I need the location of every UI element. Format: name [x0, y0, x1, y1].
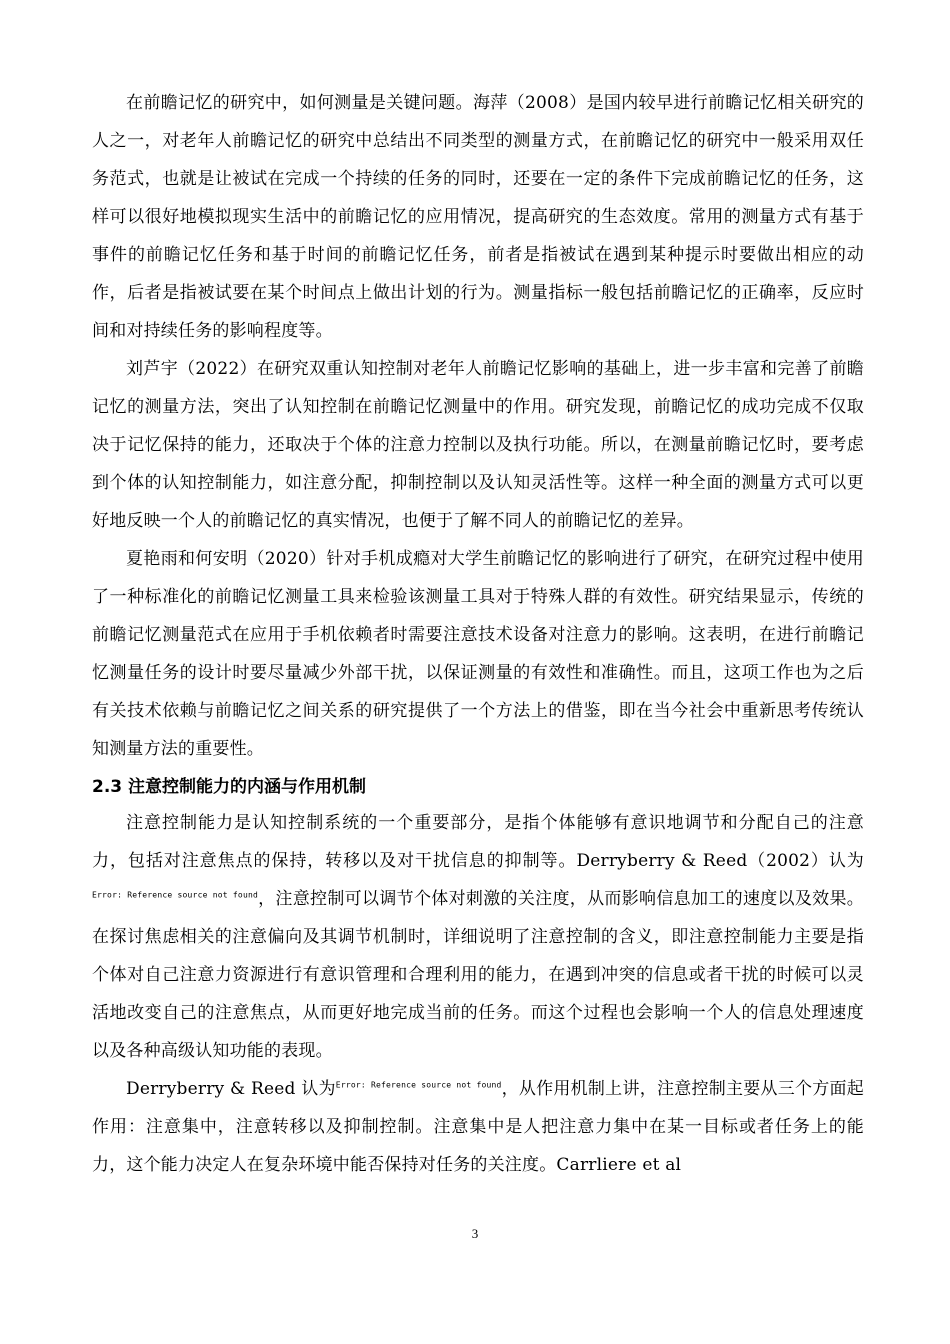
- paragraph-attention-control-definition: [92, 804, 864, 1070]
- reference-error: Error: Reference source not found: [335, 1080, 502, 1090]
- paragraph-liu-2022: 刘芦宇（2022）在研究双重认知控制对老年人前瞻记忆影响的基础上，进一步丰富和完善了前瞻记忆的测量方法，突出了认知控制在前瞻记忆测量中的作用。研究发现，前瞻记忆的成功完成不仅取决于记忆保持的能力，还取决于个体的注意力控制以及执行功能。所以，在测量前瞻记忆时，要考虑到个体的认知控制能力，如注意分配，抑制控制以及认知灵活性等。这样一种全面的测量方式可以更好地反映一个人的前瞻记忆的真实情况，也便于了解不同人的前瞻记忆的差异。: [92, 359, 864, 531]
- text-segment: Derryberry & Reed 认为: [126, 1079, 336, 1099]
- text-segment: ，注意控制可以调节个体对刺激的关注度，从而影响信息加工的速度以及效果。在探讨焦虑相关的注意偏向及其调节机制时，详细说明了注意控制的含义，即注意控制能力主要是指个体对自己注意力资源进行有意识管理和合理利用的能力，在遇到冲突的信息或者干扰的时候可以灵活地改变自己的注意焦点，从而更好地完成当前的任务。而这个过程也会影响一个人的信息处理速度以及各种高级认知功能的表现。: [92, 889, 864, 1061]
- body-text: [92, 84, 864, 1184]
- page-number: 3: [471, 1226, 479, 1241]
- text-segment: ，从作用机制上讲，注意控制主要从三个方面起作用：注意集中，注意转移以及抑制控制。注意集中是人把注意力集中在某一目标或者任务上的能力，这个能力决定人在复杂环境中能否保持对任务的关注度。Carrliere et al: [92, 1079, 865, 1175]
- paragraph-measurement-methods: 在前瞻记忆的研究中，如何测量是关键问题。海萍（2008）是国内较早进行前瞻记忆相关研究的人之一，对老年人前瞻记忆的研究中总结出不同类型的测量方式，在前瞻记忆的研究中一般采用双任务范式，也就是让被试在完成一个持续的任务的同时，还要在一定的条件下完成前瞻记忆的任务，这样可以很好地模拟现实生活中的前瞻记忆的应用情况，提高研究的生态效度。常用的测量方式有基于事件的前瞻记忆任务和基于时间的前瞻记忆任务，前者是指被试在遇到某种提示时要做出相应的动作，后者是指被试要在某个时间点上做出计划的行为。测量指标一般包括前瞻记忆的正确率，反应时间和对持续任务的影响程度等。: [92, 93, 864, 341]
- paragraph-attention-control-mechanism: [92, 1070, 864, 1184]
- text-segment: 注意控制能力是认知控制系统的一个重要部分，是指个体能够有意识地调节和分配自己的注意力，包括对注意焦点的保持，转移以及对干扰信息的抑制等。Derryberry & Reed（2002）认为: [92, 813, 864, 871]
- section-heading: 2.3 注意控制能力的内涵与作用机制: [92, 777, 367, 797]
- reference-error: Error: Reference source not found: [92, 890, 258, 900]
- paragraph-xia-he-2020: 夏艳雨和何安明（2020）针对手机成瘾对大学生前瞻记忆的影响进行了研究，在研究过程中使用了一种标准化的前瞻记忆测量工具来检验该测量工具对于特殊人群的有效性。研究结果显示，传统的前瞻记忆测量范式在应用于手机依赖者时需要注意技术设备对注意力的影响。这表明，在进行前瞻记忆测量任务的设计时要尽量减少外部干扰，以保证测量的有效性和准确性。而且，这项工作也为之后有关技术依赖与前瞻记忆之间关系的研究提供了一个方法上的借鉴，即在当今社会中重新思考传统认知测量方法的重要性。: [92, 549, 864, 759]
